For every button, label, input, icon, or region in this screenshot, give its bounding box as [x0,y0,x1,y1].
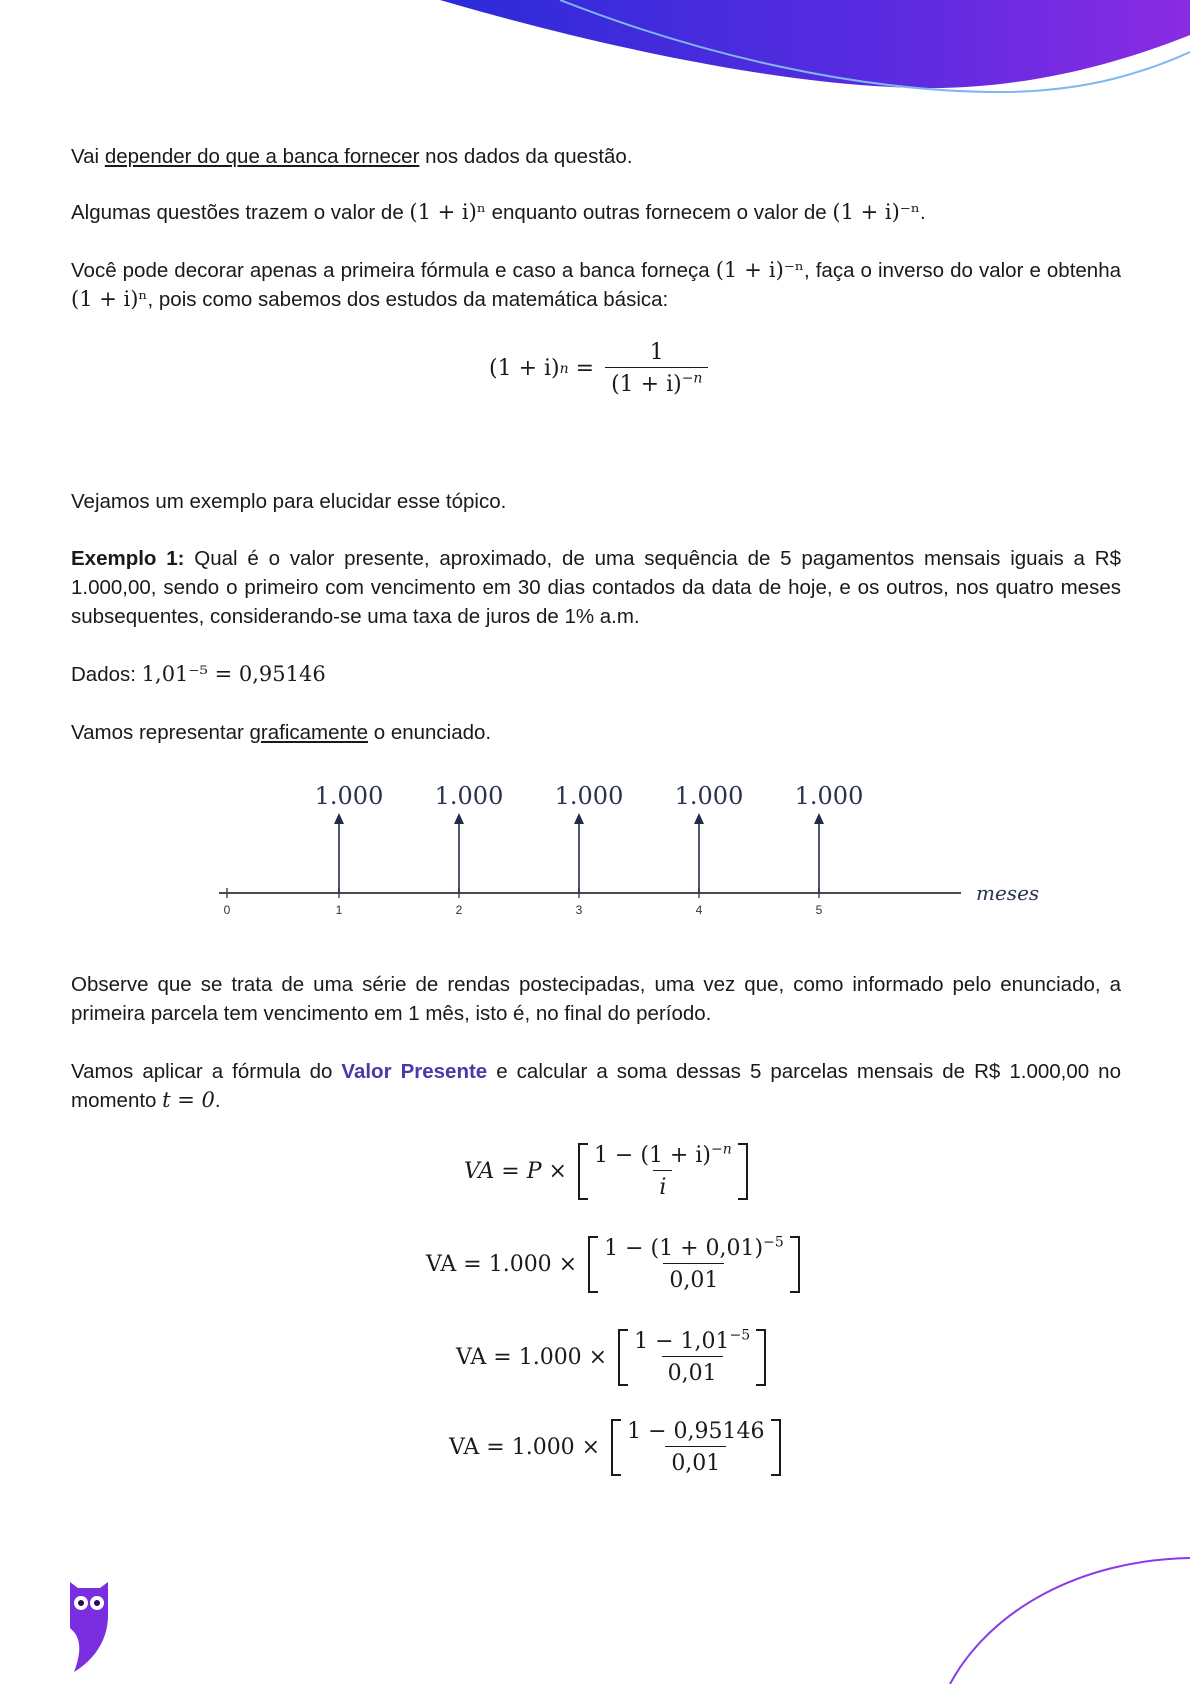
payment-arrow-head [454,813,464,824]
paragraph-example-1 [71,544,1121,631]
text: Você pode decorar apenas a primeira fórmula e caso a banca forneça [71,259,716,282]
text: Qual é o valor presente, aproximado, de uma sequência de 5 pagamentos mensais iguais a R$ 1.000,00, sendo o primeiro com vencimento em 30 dias contados da data de hoje, e os outros, nos quatro meses subsequentes, considerando-se uma taxa de juros de 1% a.m. [71,547,1121,628]
axis-label-month: 4 [695,903,703,917]
text: o enunciado. [368,721,492,744]
equation-lhs: VA = P × [464,1159,574,1184]
inline-math: (1 + i)ⁿ [409,200,486,224]
denominator [605,367,708,397]
numerator-base: 1 − (1 + i) [593,1143,711,1168]
denominator: 0,01 [665,1446,726,1476]
inline-math: t = 0 [162,1088,215,1112]
text: Vamos representar [71,721,250,744]
bracket [578,1143,748,1200]
axis-title-meses: meses [976,881,1040,905]
axis-label-month: 1 [335,903,343,917]
text: Dados: [71,663,142,686]
equals-sign: = [568,356,602,381]
inline-math: (1 + i)⁻ⁿ [832,200,920,224]
inline-math: 1,01⁻⁵ = 0,95146 [141,662,326,686]
text: nos dados da questão. [419,145,633,168]
equation-lhs: VA = 1.000 × [456,1345,615,1370]
numerator-base: 1 − 1,01 [634,1329,730,1354]
axis-label-origin: 0 [223,903,231,917]
exponent: −5 [729,1327,751,1344]
paragraph-graph-intro [71,718,1121,747]
example-label: Exemplo 1: [71,547,185,570]
paragraph-intro [71,142,1121,171]
equation-va-simplified [456,1329,766,1386]
denominator: i [653,1170,672,1200]
numerator [588,1143,738,1170]
exponent: −n [681,370,703,387]
payment-value-label: 1.000 [554,782,624,810]
payment-value-label: 1.000 [794,782,864,810]
payment-value-label: 1.000 [674,782,744,810]
payment-arrow-head [334,813,344,824]
footer-arc-decoration [900,1540,1190,1684]
paragraph-data [71,660,1121,689]
axis-label-month: 5 [815,903,823,917]
text: Algumas questões trazem o valor de [71,201,410,224]
payment-value-label: 1.000 [314,782,384,810]
denominator: 0,01 [663,1263,724,1293]
equation-lhs: (1 + i) [489,356,560,381]
text: Vamos aplicar a fórmula do [71,1060,342,1083]
equation-lhs: VA = 1.000 × [449,1435,608,1460]
inline-math: (1 + i)⁻ⁿ [715,258,804,282]
paragraph-example-intro: Vejamos um exemplo para elucidar esse tópico. [71,490,507,513]
equation-inverse: (1 + i) n = $\frac{1}{(1 + i)^{-n}}$ [489,340,712,397]
payment-value-label: 1.000 [434,782,504,810]
text: enquanto outras fornecem o valor de [485,201,833,224]
payment-arrow-head [814,813,824,824]
text: . [214,1089,221,1112]
text: Vai [71,145,105,168]
payment-arrow-head [694,813,704,824]
text: , pois como sabemos dos estudos da matemática básica: [147,288,669,311]
underlined-text: depender do que a banca fornecer [104,145,420,168]
paragraph-postecipada: Observe que se trata de uma série de rendas postecipadas, uma vez que, como informado pelo enunciado, a primeira parcela tem vencimento em 1 mês, isto é, no final do período. [71,973,1121,1025]
equation-va-substituted [426,1236,800,1293]
bracket [588,1236,800,1293]
text: e calcular a soma dessas 5 parcelas mensais de R$ 1.000,00 no momento [71,1060,1121,1112]
bracket [618,1329,766,1386]
equation-va-formula [464,1143,748,1200]
inline-math: (1 + i)ⁿ [71,287,148,311]
header-wave-decoration [0,0,1190,110]
equation-va-numeric [449,1419,781,1476]
numerator [628,1329,756,1356]
paragraph-inverse [71,256,1121,314]
equation-lhs: VA = 1.000 × [426,1252,585,1277]
highlighted-term: Valor Presente [341,1060,488,1083]
fraction [628,1329,756,1386]
axis-label-month: 3 [575,903,583,917]
denominator: 0,01 [662,1356,723,1386]
fraction [605,340,708,397]
payment-arrow-head [574,813,584,824]
paragraph-formulas [71,198,1121,227]
underlined-text: graficamente [249,721,369,744]
numerator: 1 − 0,95146 [627,1419,765,1444]
cash-flow-timeline [219,780,1049,920]
exponent: −5 [763,1234,784,1251]
axis-label-month: 2 [455,903,463,917]
bracket [611,1419,780,1476]
numerator-base: 1 − (1 + 0,01) [604,1236,764,1261]
owl-logo [64,1578,114,1674]
text: . [919,201,926,224]
numerator: 1 [649,340,664,365]
denominator-base: (1 + i) [611,372,682,397]
fraction [621,1419,770,1476]
text: , faça o inverso do valor e obtenha [803,259,1121,282]
paragraph-apply-formula [71,1057,1121,1115]
fraction [598,1236,790,1293]
fraction [588,1143,738,1200]
numerator [598,1236,790,1263]
exponent: −n [710,1141,732,1158]
